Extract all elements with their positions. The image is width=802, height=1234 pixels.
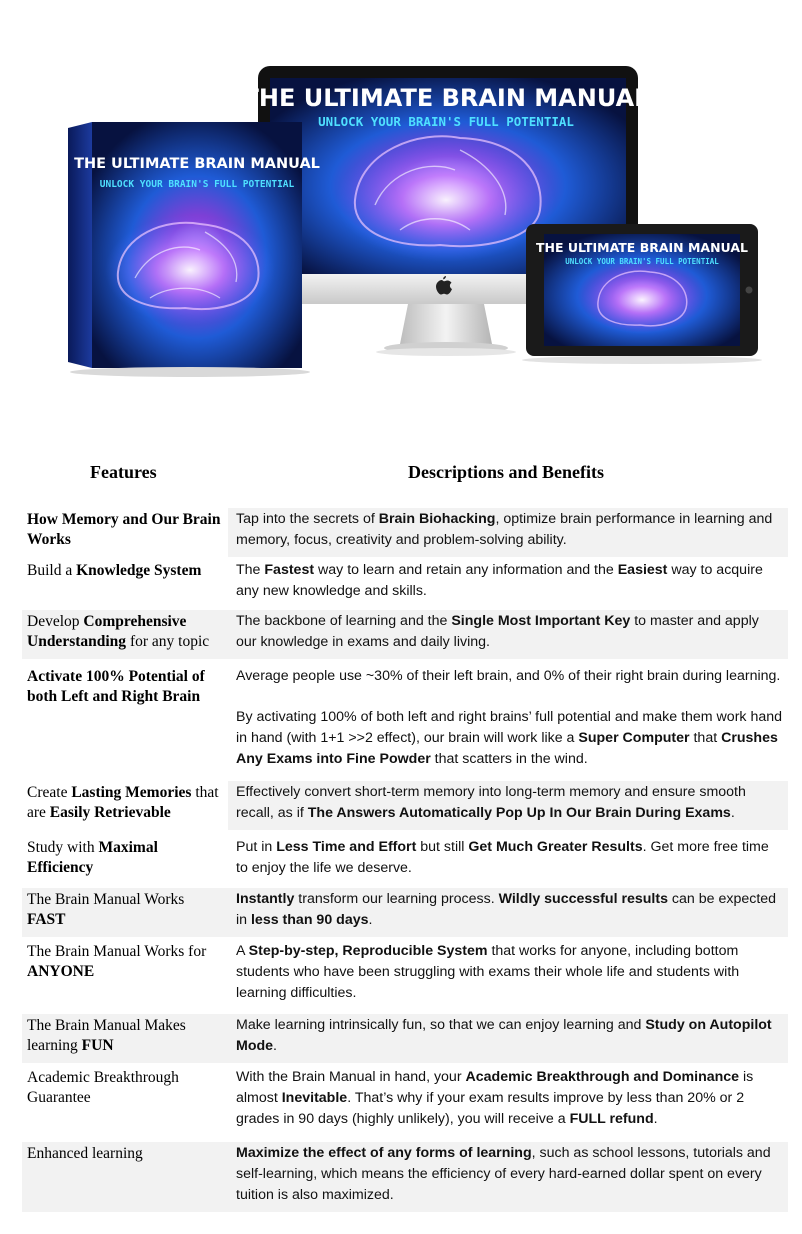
bold-text: Fastest bbox=[264, 562, 315, 578]
text-span: , such as school lessons, tutorials and self-learning, which means the efficiency of every hard-earned dollar spent on every tuition is also maximized. bbox=[236, 1145, 771, 1203]
text-span: Build a bbox=[27, 562, 77, 579]
feature-cell bbox=[22, 940, 228, 1010]
software-box-mockup bbox=[68, 122, 320, 377]
table-row bbox=[22, 888, 788, 937]
bold-text: Less Time and Effort bbox=[276, 839, 417, 855]
description-paragraph bbox=[236, 889, 782, 931]
table-row bbox=[22, 781, 788, 830]
text-span: The Brain Manual Works bbox=[27, 891, 185, 908]
description-cell bbox=[228, 508, 788, 557]
tablet-subtitle: UNLOCK YOUR BRAIN'S FULL POTENTIAL bbox=[565, 257, 719, 266]
descriptions-header: Descriptions and Benefits bbox=[408, 462, 605, 482]
text-span: The Brain Manual Works for bbox=[27, 943, 207, 960]
text-span: . bbox=[730, 805, 735, 821]
bold-text: Get Much Greater Results bbox=[468, 839, 643, 855]
bold-text: Academic Breakthrough and Dominance bbox=[465, 1069, 740, 1085]
bold-text: less than 90 days bbox=[250, 912, 369, 928]
box-title: THE ULTIMATE BRAIN MANUAL bbox=[74, 156, 320, 172]
bold-text: FULL refund bbox=[569, 1111, 654, 1127]
text-span: that bbox=[689, 730, 722, 746]
bold-text: Wildly successful results bbox=[498, 891, 668, 907]
bold-text: Super Computer bbox=[578, 730, 690, 746]
bold-text: Crushes Any Exams into Fine Powder bbox=[236, 730, 778, 767]
table-row bbox=[22, 940, 788, 1010]
table-row bbox=[22, 836, 788, 885]
text-span: , optimize brain performance in learning and memory, focus, creativity and problem-solving ability. bbox=[236, 511, 773, 548]
text-span: way to learn and retain any information and the bbox=[314, 562, 618, 578]
text-span: Average people use ~30% of their left brain, and 0% of their right brain during learning. bbox=[236, 668, 781, 684]
bold-text: Easiest bbox=[617, 562, 668, 578]
bold-text: Single Most Important Key bbox=[451, 613, 631, 629]
description-paragraph bbox=[236, 560, 782, 602]
table-row bbox=[22, 665, 788, 776]
description-cell bbox=[228, 836, 788, 885]
text-span: Make learning intrinsically fun, so that we can enjoy learning and bbox=[236, 1017, 646, 1033]
description-paragraph bbox=[236, 666, 782, 687]
bold-text: Easily Retrievable bbox=[49, 803, 171, 821]
box-subtitle: UNLOCK YOUR BRAIN'S FULL POTENTIAL bbox=[99, 179, 295, 190]
feature-cell bbox=[22, 559, 228, 608]
description-paragraph bbox=[236, 707, 782, 770]
table-row bbox=[22, 1066, 788, 1136]
description-paragraph bbox=[236, 1067, 782, 1130]
text-span: . bbox=[273, 1038, 277, 1054]
description-cell bbox=[228, 1014, 788, 1063]
feature-cell bbox=[22, 610, 228, 659]
feature-cell bbox=[22, 836, 228, 885]
monitor-subtitle: UNLOCK YOUR BRAIN'S FULL POTENTIAL bbox=[318, 114, 574, 129]
feature-cell bbox=[22, 1066, 228, 1136]
feature-cell bbox=[22, 1014, 228, 1063]
description-cell bbox=[228, 665, 788, 776]
description-cell bbox=[228, 888, 788, 937]
bold-text: Maximize the effect of any forms of learning bbox=[236, 1145, 532, 1161]
table-row bbox=[22, 1142, 788, 1212]
bold-text: Study on Autopilot Mode bbox=[236, 1017, 772, 1054]
text-span: is almost bbox=[236, 1069, 754, 1106]
bold-text: Step-by-step, Reproducible System bbox=[248, 943, 488, 959]
text-span: that scatters in the wind. bbox=[430, 751, 588, 767]
table-row bbox=[22, 559, 788, 608]
text-span: The backbone of learning and the bbox=[236, 613, 452, 629]
text-span: Put in bbox=[236, 839, 277, 855]
text-span: that are bbox=[27, 784, 219, 821]
description-paragraph bbox=[236, 782, 782, 824]
bold-text: Inevitable bbox=[281, 1090, 348, 1106]
text-span: Effectively convert short-term memory into long-term memory and ensure smooth recall, as if bbox=[236, 784, 746, 821]
table-row bbox=[22, 1014, 788, 1063]
description-cell bbox=[228, 1066, 788, 1136]
text-span: way to acquire any new knowledge and skills. bbox=[236, 562, 763, 599]
text-span: transform our learning process. bbox=[294, 891, 499, 907]
description-paragraph bbox=[236, 1143, 782, 1206]
description-paragraph bbox=[236, 941, 782, 1004]
text-span: that works for anyone, including bottom students who have been struggling with exams their whole life and students with learning difficulties. bbox=[236, 943, 740, 1001]
description-paragraph bbox=[236, 509, 782, 551]
feature-cell bbox=[22, 888, 228, 937]
text-span: Create bbox=[27, 784, 72, 801]
text-span: for any topic bbox=[126, 632, 210, 650]
description-cell bbox=[228, 781, 788, 830]
bold-text: Brain Biohacking bbox=[378, 511, 496, 527]
text-span: Academic Breakthrough Guarantee bbox=[27, 1069, 179, 1106]
text-span: . bbox=[368, 912, 373, 928]
text-span: . Get more free time to enjoy the life we deserve. bbox=[236, 839, 769, 876]
feature-cell bbox=[22, 665, 228, 776]
bold-text: How Memory and Our Brain Works bbox=[27, 511, 221, 548]
text-span: but still bbox=[416, 839, 469, 855]
text-span: Tap into the secrets of bbox=[236, 511, 379, 527]
bold-text: The Answers Automatically Pop Up In Our Brain During Exams bbox=[307, 805, 731, 821]
text-span: Study with bbox=[27, 839, 99, 856]
table-header-row bbox=[0, 462, 802, 490]
text-span: . That’s why if your exam results improve by less than 20% or 2 grades in 90 days (highly unlikely), you will receive a bbox=[236, 1090, 745, 1127]
text-span: With the Brain Manual in hand, your bbox=[236, 1069, 466, 1085]
description-paragraph bbox=[236, 837, 782, 879]
tablet-home-button bbox=[746, 287, 753, 294]
feature-cell bbox=[22, 1142, 228, 1212]
text-span: Enhanced learning bbox=[27, 1145, 143, 1162]
bold-text: Lasting Memories bbox=[71, 784, 192, 801]
bold-text: Activate 100% Potential of both Left and Right Brain bbox=[27, 668, 205, 705]
table-row bbox=[22, 508, 788, 557]
bold-text: Knowledge System bbox=[76, 562, 202, 579]
bold-text: FAST bbox=[27, 910, 66, 928]
text-span: Develop bbox=[27, 613, 84, 630]
features-table bbox=[22, 508, 788, 1212]
bold-text: Comprehensive Understanding bbox=[27, 613, 187, 650]
description-cell bbox=[228, 940, 788, 1010]
text-span: to master and apply our knowledge in exams and daily living. bbox=[236, 613, 759, 650]
description-cell bbox=[228, 610, 788, 659]
text-span: The bbox=[236, 562, 265, 578]
feature-cell bbox=[22, 781, 228, 830]
monitor-title: THE ULTIMATE BRAIN MANUAL bbox=[242, 84, 650, 112]
tablet-title: THE ULTIMATE BRAIN MANUAL bbox=[536, 240, 748, 255]
description-paragraph bbox=[236, 611, 782, 653]
feature-cell bbox=[22, 508, 228, 557]
description-cell bbox=[228, 559, 788, 608]
bold-text: Instantly bbox=[236, 891, 295, 907]
text-span: The Brain Manual Makes learning bbox=[27, 1017, 186, 1054]
description-paragraph bbox=[236, 1015, 782, 1057]
features-header: Features bbox=[90, 462, 157, 482]
description-cell bbox=[228, 1142, 788, 1212]
text-span: A bbox=[236, 943, 249, 959]
text-span: . bbox=[653, 1111, 658, 1127]
table-row bbox=[22, 610, 788, 659]
text-span: By activating 100% of both left and right brains’ full potential and make them work hand in hand (with 1+1 >>2 effect), our brain will work like a bbox=[236, 709, 783, 746]
bold-text: FUN bbox=[81, 1036, 114, 1054]
bold-text: Maximal Efficiency bbox=[27, 839, 158, 876]
product-hero-image bbox=[0, 0, 802, 420]
text-span: can be expected in bbox=[236, 891, 777, 928]
tablet-mockup bbox=[522, 224, 762, 364]
bold-text: ANYONE bbox=[27, 962, 95, 980]
